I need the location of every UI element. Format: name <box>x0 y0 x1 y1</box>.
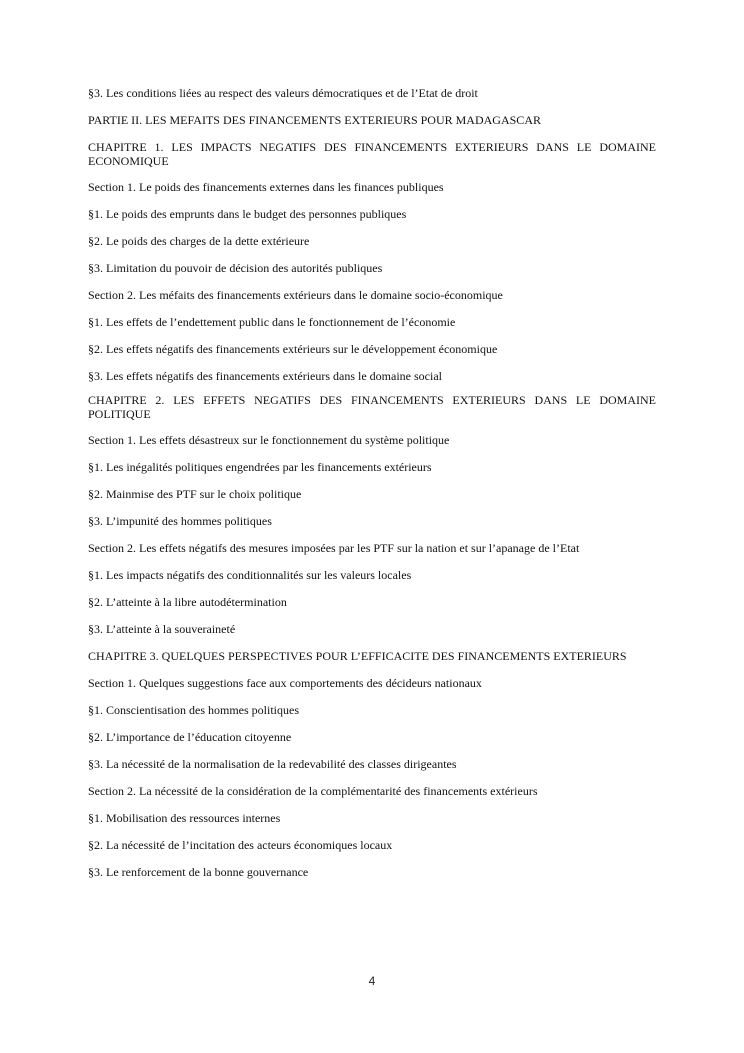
toc-entry-section: Section 1. Quelques suggestions face aux comportements des décideurs nationaux <box>88 676 482 690</box>
toc-entry: §2. La nécessité de l’incitation des acteurs économiques locaux <box>88 838 393 852</box>
toc-entry: §2. L’importance de l’éducation citoyenne <box>88 730 292 744</box>
toc-entry-chapter-heading: CHAPITRE 1. LES IMPACTS NEGATIFS DES FINANCEMENTS EXTERIEURS DANS LE DOMAINE ECONOMIQUE <box>88 140 656 168</box>
toc-entry-section: Section 2. Les effets négatifs des mesures imposées par les PTF sur la nation et sur l’apanage de l’Etat <box>88 541 580 555</box>
toc-entry: §1. Les inégalités politiques engendrées par les financements extérieurs <box>88 460 432 474</box>
toc-entry: §3. L’atteinte à la souveraineté <box>88 622 236 636</box>
toc-entry-section: Section 2. Les méfaits des financements extérieurs dans le domaine socio-économique <box>88 288 503 302</box>
toc-entry: §2. L’atteinte à la libre autodétermination <box>88 595 287 609</box>
toc-entry: §1. Les effets de l’endettement public dans le fonctionnement de l’économie <box>88 315 456 329</box>
toc-entry-chapter-heading: CHAPITRE 3. QUELQUES PERSPECTIVES POUR L’EFFICACITE DES FINANCEMENTS EXTERIEURS <box>88 649 627 663</box>
toc-entry: §1. Les impacts négatifs des conditionnalités sur les valeurs locales <box>88 568 412 582</box>
toc-entry: §2. Les effets négatifs des financements extérieurs sur le développement économique <box>88 342 498 356</box>
toc-entry: §1. Conscientisation des hommes politiques <box>88 703 299 717</box>
toc-entry-chapter-heading: CHAPITRE 2. LES EFFETS NEGATIFS DES FINANCEMENTS EXTERIEURS DANS LE DOMAINE POLITIQUE <box>88 393 656 421</box>
toc-entry: §2. Le poids des charges de la dette extérieure <box>88 234 310 248</box>
toc-entry: §3. Le renforcement de la bonne gouvernance <box>88 865 309 879</box>
toc-entry: §3. Limitation du pouvoir de décision des autorités publiques <box>88 261 383 275</box>
toc-entry: §3. La nécessité de la normalisation de la redevabilité des classes dirigeantes <box>88 757 457 771</box>
toc-entry: §1. Le poids des emprunts dans le budget des personnes publiques <box>88 207 407 221</box>
toc-entry: §3. Les conditions liées au respect des valeurs démocratiques et de l’Etat de droit <box>88 86 478 100</box>
toc-entry-section: Section 2. La nécessité de la considération de la complémentarité des financements extérieurs <box>88 784 538 798</box>
toc-entry: §3. Les effets négatifs des financements extérieurs dans le domaine social <box>88 369 442 383</box>
toc-entry: §2. Mainmise des PTF sur le choix politique <box>88 487 302 501</box>
toc-entry-section: Section 1. Le poids des financements externes dans les finances publiques <box>88 180 444 194</box>
toc-entry: §3. L’impunité des hommes politiques <box>88 514 272 528</box>
toc-entry: §1. Mobilisation des ressources internes <box>88 811 281 825</box>
toc-entry-part-heading: PARTIE II. LES MEFAITS DES FINANCEMENTS EXTERIEURS POUR MADAGASCAR <box>88 113 541 127</box>
table-of-contents <box>88 86 656 892</box>
page-number: 4 <box>368 974 376 988</box>
toc-entry-section: Section 1. Les effets désastreux sur le fonctionnement du système politique <box>88 433 450 447</box>
